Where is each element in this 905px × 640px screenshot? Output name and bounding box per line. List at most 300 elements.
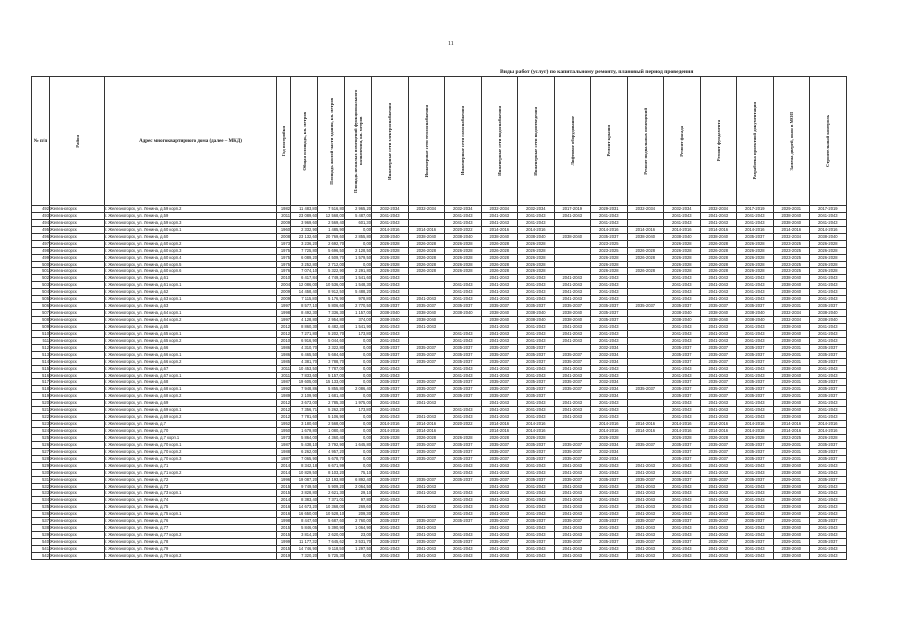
living-area-cell: 1 485,90: [318, 226, 345, 233]
work-period-cell: 2026-2028: [372, 254, 409, 261]
nonliving-area-cell: 0,00: [345, 261, 372, 268]
year-cell: 2016: [277, 504, 291, 511]
work-period-cell: 2038-2040: [664, 310, 701, 317]
work-period-cell: [627, 393, 664, 400]
work-period-cell: 2041-2043: [372, 365, 409, 372]
table-row: [32, 539, 847, 546]
header-work-6: [591, 77, 628, 206]
work-period-cell: 2035-2037: [700, 441, 737, 448]
row-number: 523: [32, 421, 50, 428]
work-period-cell: 2035-2037: [737, 539, 774, 546]
work-period-cell: 2035-2037: [481, 441, 518, 448]
work-period-cell: 2041-2043: [554, 323, 591, 330]
work-period-cell: 2041-2043: [408, 483, 445, 490]
row-number: 492: [32, 206, 50, 213]
row-number: 494: [32, 219, 50, 226]
district-cell: Железногорск: [50, 282, 105, 289]
row-number: 527: [32, 448, 50, 455]
work-period-cell: 2035-2037: [591, 303, 628, 310]
work-period-cell: 2041-2043: [518, 414, 555, 421]
work-period-cell: 2041-2043: [737, 219, 774, 226]
district-cell: Железногорск: [50, 518, 105, 525]
work-period-cell: 2041-2043: [372, 504, 409, 511]
work-period-cell: 2041-2043: [664, 282, 701, 289]
work-period-cell: 2041-2043: [810, 462, 847, 469]
work-period-cell: 2026-2028: [518, 247, 555, 254]
work-period-cell: 2038-2040: [773, 483, 810, 490]
address-cell: г. Железногорск, ул. Ленина, д.71: [105, 462, 277, 469]
work-period-cell: 2041-2043: [664, 552, 701, 559]
row-number: 508: [32, 317, 50, 324]
work-period-cell: 2035-2037: [372, 344, 409, 351]
page-number: 11: [448, 41, 454, 47]
living-area-cell: 3 788,70: [318, 358, 345, 365]
work-period-cell: 2041-2043: [445, 469, 482, 476]
work-period-cell: 2041-2043: [591, 462, 628, 469]
work-period-cell: 2041-2043: [518, 407, 555, 414]
work-period-cell: 2041-2043: [737, 469, 774, 476]
work-period-cell: 2041-2043: [627, 532, 664, 539]
work-period-cell: 2041-2043: [481, 483, 518, 490]
nonliving-area-cell: 0,00: [345, 226, 372, 233]
header-work-5: [554, 77, 591, 206]
work-period-cell: [554, 247, 591, 254]
header-living-area: [318, 77, 345, 206]
nonliving-area-cell: 2 855,80: [345, 233, 372, 240]
table-row: [32, 282, 847, 289]
living-area-cell: 4 360,40: [318, 434, 345, 441]
work-period-cell: 2032-2034: [591, 441, 628, 448]
total-area-cell: 11 483,80: [291, 206, 318, 213]
work-period-cell: 2041-2043: [445, 289, 482, 296]
work-period-cell: 2041-2043: [445, 337, 482, 344]
work-period-cell: 2035-2037: [554, 386, 591, 393]
district-cell: Железногорск: [50, 212, 105, 219]
work-period-cell: [445, 317, 482, 324]
address-cell: г. Железногорск, ул. Ленина, д.60 корп.3: [105, 247, 277, 254]
living-area-cell: 2 712,00: [318, 261, 345, 268]
work-period-cell: 2041-2043: [664, 400, 701, 407]
work-period-cell: 2041-2043: [518, 490, 555, 497]
work-period-cell: 2041-2043: [664, 414, 701, 421]
work-period-cell: 2041-2043: [408, 400, 445, 407]
district-cell: Железногорск: [50, 497, 105, 504]
total-area-cell: 7 781,60: [291, 414, 318, 421]
work-period-cell: 2035-2037: [554, 379, 591, 386]
work-period-cell: 2041-2043: [664, 490, 701, 497]
work-period-cell: 2041-2043: [700, 407, 737, 414]
work-period-cell: 2041-2043: [810, 490, 847, 497]
living-area-cell: 5 855,80: [318, 386, 345, 393]
work-period-cell: 2035-2037: [372, 303, 409, 310]
work-period-cell: 2035-2037: [810, 448, 847, 455]
address-cell: г. Железногорск, ул. Ленина, д.79 корп.2: [105, 552, 277, 559]
year-cell: 2016: [277, 511, 291, 518]
work-period-cell: [554, 434, 591, 441]
work-period-cell: 2041-2043: [700, 212, 737, 219]
work-period-cell: 2041-2043: [372, 372, 409, 379]
table-row: [32, 518, 847, 525]
year-cell: 2014: [277, 469, 291, 476]
work-period-cell: 2035-2037: [810, 303, 847, 310]
work-period-cell: 2029-2031: [773, 476, 810, 483]
work-period-cell: 2041-2043: [445, 532, 482, 539]
year-cell: 1986: [277, 351, 291, 358]
nonliving-area-cell: 0,00: [345, 344, 372, 351]
living-area-cell: 2 620,00: [318, 532, 345, 539]
district-cell: Железногорск: [50, 525, 105, 532]
living-area-cell: 6 482,40: [318, 323, 345, 330]
row-number: 499: [32, 254, 50, 261]
work-period-cell: 2041-2043: [737, 497, 774, 504]
work-period-cell: 2029-2031: [773, 358, 810, 365]
district-cell: Железногорск: [50, 462, 105, 469]
work-period-cell: 2035-2037: [737, 476, 774, 483]
work-period-cell: 2035-2037: [372, 448, 409, 455]
work-period-cell: 2038-2040: [554, 233, 591, 240]
works-section-title: Виды работ (услуг) по капитальному ремонту, плановый период проведения: [500, 69, 694, 75]
work-period-cell: 2038-2040: [554, 310, 591, 317]
district-cell: Железногорск: [50, 400, 105, 407]
work-period-cell: 2041-2043: [591, 282, 628, 289]
work-period-cell: [408, 462, 445, 469]
work-period-cell: 2041-2043: [445, 407, 482, 414]
work-period-cell: 2035-2037: [408, 303, 445, 310]
district-cell: Железногорск: [50, 393, 105, 400]
nonliving-area-cell: 5 487,00: [345, 212, 372, 219]
work-period-cell: [627, 275, 664, 282]
work-period-cell: [627, 365, 664, 372]
work-period-cell: 2035-2037: [445, 448, 482, 455]
total-area-cell: 8 383,40: [291, 497, 318, 504]
work-period-cell: 2041-2043: [372, 511, 409, 518]
work-period-cell: 2014-2016: [481, 226, 518, 233]
work-period-cell: 2014-2016: [518, 428, 555, 435]
work-period-cell: 2014-2016: [810, 428, 847, 435]
work-period-cell: 2014-2016: [664, 428, 701, 435]
work-period-cell: 2032-2034: [773, 233, 810, 240]
work-period-cell: [408, 289, 445, 296]
header-work-7: [627, 77, 664, 206]
work-period-cell: 2041-2043: [664, 525, 701, 532]
work-period-cell: 2035-2037: [810, 518, 847, 525]
work-period-cell: 2041-2043: [700, 490, 737, 497]
row-number: 501: [32, 268, 50, 275]
work-period-cell: 2026-2028: [372, 268, 409, 275]
address-cell: г. Железногорск, ул. Ленина, д.65 корп.2: [105, 337, 277, 344]
work-period-cell: [627, 330, 664, 337]
work-period-cell: 2041-2043: [737, 337, 774, 344]
nonliving-area-cell: 173,80: [345, 407, 372, 414]
living-area-cell: 2 785,30: [318, 400, 345, 407]
work-period-cell: 2041-2043: [408, 296, 445, 303]
work-period-cell: 2041-2043: [408, 490, 445, 497]
work-period-cell: 2041-2043: [518, 337, 555, 344]
total-area-cell: 3 236,20: [291, 240, 318, 247]
work-period-cell: 2035-2037: [481, 448, 518, 455]
work-period-cell: 2026-2028: [664, 240, 701, 247]
work-period-cell: [445, 400, 482, 407]
work-period-cell: 2029-2031: [773, 303, 810, 310]
address-cell: г. Железногорск, ул. Ленина, д.68 корп.1: [105, 386, 277, 393]
address-cell: г. Железногорск, ул. Ленина, д.66 корп.1: [105, 351, 277, 358]
work-period-cell: 2041-2043: [700, 552, 737, 559]
year-cell: 1992: [277, 386, 291, 393]
district-cell: Железногорск: [50, 317, 105, 324]
row-number: 502: [32, 275, 50, 282]
work-period-cell: 2035-2037: [372, 476, 409, 483]
work-period-cell: 2041-2043: [554, 469, 591, 476]
work-period-cell: 2026-2028: [445, 254, 482, 261]
work-period-cell: 2020-2022: [445, 226, 482, 233]
table-row: [32, 240, 847, 247]
work-period-cell: 2041-2043: [445, 414, 482, 421]
work-period-cell: [554, 268, 591, 275]
work-period-cell: 2026-2028: [481, 434, 518, 441]
total-area-cell: 14 746,90: [291, 545, 318, 552]
work-period-cell: 2038-2040: [773, 462, 810, 469]
work-period-cell: 2032-2034: [445, 206, 482, 213]
work-period-cell: 2041-2043: [372, 552, 409, 559]
work-period-cell: 2032-2034: [481, 206, 518, 213]
row-number: 504: [32, 289, 50, 296]
work-period-cell: 2026-2028: [372, 261, 409, 268]
district-cell: Железногорск: [50, 386, 105, 393]
nonliving-area-cell: 0,00: [345, 455, 372, 462]
nonliving-area-cell: 269,60: [345, 504, 372, 511]
table-row: [32, 448, 847, 455]
work-period-cell: 2041-2043: [810, 400, 847, 407]
work-period-cell: 2041-2043: [737, 504, 774, 511]
work-period-cell: 2041-2043: [481, 296, 518, 303]
work-period-cell: 2041-2043: [408, 504, 445, 511]
work-period-cell: 2041-2043: [700, 282, 737, 289]
work-period-cell: 2026-2028: [445, 261, 482, 268]
work-period-cell: 2026-2028: [810, 254, 847, 261]
work-period-cell: 2041-2043: [554, 275, 591, 282]
work-period-cell: 2035-2037: [810, 476, 847, 483]
year-cell: 2012: [277, 407, 291, 414]
living-area-cell: 2 621,30: [318, 490, 345, 497]
work-period-cell: 2038-2040: [773, 289, 810, 296]
work-period-cell: 2041-2043: [481, 552, 518, 559]
work-period-cell: 2041-2043: [518, 282, 555, 289]
work-period-cell: 2035-2037: [737, 518, 774, 525]
work-period-cell: 2014-2016: [591, 428, 628, 435]
work-period-cell: 2041-2043: [518, 330, 555, 337]
work-period-cell: 2038-2040: [737, 317, 774, 324]
table-row: [32, 476, 847, 483]
work-period-cell: 2038-2040: [773, 525, 810, 532]
work-period-cell: 2041-2043: [445, 490, 482, 497]
address-cell: г. Железногорск, ул. Ленина, д.60 корп.6: [105, 268, 277, 275]
work-period-cell: 2035-2037: [700, 476, 737, 483]
work-period-cell: 2041-2043: [700, 483, 737, 490]
header-work-label: Ремонт фундамента: [715, 120, 721, 162]
row-number: 537: [32, 518, 50, 525]
work-period-cell: 2038-2040: [445, 233, 482, 240]
district-cell: Железногорск: [50, 219, 105, 226]
work-period-cell: 2041-2043: [810, 525, 847, 532]
work-period-cell: [408, 407, 445, 414]
work-period-cell: 2035-2037: [810, 441, 847, 448]
nonliving-area-cell: 0,00: [345, 448, 372, 455]
work-period-cell: 2035-2037: [518, 455, 555, 462]
row-number: 497: [32, 240, 50, 247]
work-period-cell: 2035-2037: [737, 344, 774, 351]
address-cell: г. Железногорск, ул. Ленина, д.60 корп.4: [105, 254, 277, 261]
table-row: [32, 497, 847, 504]
living-area-cell: 15 133,00: [318, 379, 345, 386]
work-period-cell: 2026-2028: [372, 240, 409, 247]
work-period-cell: 2035-2037: [591, 539, 628, 546]
work-period-cell: 2041-2043: [591, 212, 628, 219]
total-area-cell: 5 438,10: [291, 441, 318, 448]
work-period-cell: 2035-2037: [700, 303, 737, 310]
work-period-cell: 2026-2028: [481, 240, 518, 247]
work-period-cell: 2041-2043: [372, 289, 409, 296]
header-work-label: Инженерные сети водоотведения: [533, 106, 539, 176]
header-work-label: Инженерные сети теплоснабжения: [423, 104, 429, 178]
year-cell: 1989: [277, 393, 291, 400]
living-area-cell: 5 725,30: [318, 552, 345, 559]
living-area-cell: 12 193,80: [318, 476, 345, 483]
year-cell: 1999: [277, 539, 291, 546]
work-period-cell: 2026-2028: [664, 254, 701, 261]
work-period-cell: 2014-2016: [408, 421, 445, 428]
work-period-cell: 2035-2037: [554, 539, 591, 546]
district-cell: Железногорск: [50, 330, 105, 337]
table-row: [32, 212, 847, 219]
year-cell: 2011: [277, 372, 291, 379]
work-period-cell: 2041-2043: [591, 490, 628, 497]
living-area-cell: 5 106,90: [318, 414, 345, 421]
work-period-cell: 2041-2043: [408, 414, 445, 421]
work-period-cell: 2041-2043: [554, 282, 591, 289]
work-period-cell: 2041-2043: [664, 372, 701, 379]
work-period-cell: 2035-2037: [700, 455, 737, 462]
work-period-cell: 2041-2043: [737, 532, 774, 539]
living-area-cell: 7 787,00: [318, 365, 345, 372]
work-period-cell: 2041-2043: [445, 296, 482, 303]
work-period-cell: 2023-2025: [773, 268, 810, 275]
total-area-cell: 8 577,10: [291, 303, 318, 310]
row-number: 503: [32, 282, 50, 289]
total-area-cell: 6 089,20: [291, 254, 318, 261]
work-period-cell: 2041-2043: [518, 219, 555, 226]
work-period-cell: 2038-2040: [372, 317, 409, 324]
work-period-cell: 2026-2028: [700, 261, 737, 268]
work-period-cell: 2029-2031: [591, 206, 628, 213]
work-period-cell: 2035-2037: [627, 539, 664, 546]
work-period-cell: 2035-2037: [481, 455, 518, 462]
address-cell: г. Железногорск, ул. Ленина, д.67: [105, 365, 277, 372]
work-period-cell: 2035-2037: [664, 379, 701, 386]
work-period-cell: 2041-2043: [554, 365, 591, 372]
nonliving-area-cell: 5 488,20: [345, 289, 372, 296]
district-cell: Железногорск: [50, 532, 105, 539]
nonliving-area-cell: 2 064,50: [345, 483, 372, 490]
header-work-0: [372, 77, 409, 206]
total-area-cell: 7 948,86: [291, 386, 318, 393]
district-cell: Железногорск: [50, 323, 105, 330]
work-period-cell: 2029-2031: [773, 441, 810, 448]
work-period-cell: 2041-2043: [664, 469, 701, 476]
work-period-cell: 2041-2043: [518, 462, 555, 469]
work-period-cell: 2041-2043: [554, 337, 591, 344]
work-period-cell: 2014-2016: [591, 226, 628, 233]
work-period-cell: 2035-2037: [810, 386, 847, 393]
address-cell: г. Железногорск, ул. Ленина, д.59 корп.2: [105, 206, 277, 213]
work-period-cell: 2041-2043: [554, 407, 591, 414]
year-cell: 2014: [277, 462, 291, 469]
work-period-cell: 2026-2028: [591, 268, 628, 275]
work-period-cell: 2038-2040: [773, 545, 810, 552]
work-period-cell: 2035-2037: [737, 379, 774, 386]
work-period-cell: [627, 337, 664, 344]
living-area-cell: 4 957,20: [318, 448, 345, 455]
work-period-cell: 2041-2043: [810, 219, 847, 226]
work-period-cell: 2041-2043: [627, 525, 664, 532]
work-period-cell: 2035-2037: [518, 344, 555, 351]
year-cell: 2011: [277, 365, 291, 372]
year-cell: 2004: [277, 282, 291, 289]
work-period-cell: [445, 275, 482, 282]
total-area-cell: 3 828,80: [291, 490, 318, 497]
work-period-cell: 2035-2037: [591, 310, 628, 317]
table-row: [32, 455, 847, 462]
work-period-cell: 2041-2043: [372, 219, 409, 226]
work-period-cell: 2038-2040: [372, 310, 409, 317]
work-period-cell: 2041-2043: [700, 497, 737, 504]
work-period-cell: 2032-2034: [627, 206, 664, 213]
row-number: 540: [32, 539, 50, 546]
district-cell: Железногорск: [50, 365, 105, 372]
total-area-cell: 5 864,00: [291, 434, 318, 441]
work-period-cell: 2041-2043: [372, 212, 409, 219]
address-cell: г. Железногорск, ул. Ленина, д.7: [105, 421, 277, 428]
work-period-cell: 2035-2037: [518, 351, 555, 358]
work-period-cell: [627, 434, 664, 441]
work-period-cell: 2041-2043: [627, 504, 664, 511]
living-area-cell: 5 176,90: [318, 296, 345, 303]
work-period-cell: [408, 497, 445, 504]
work-period-cell: 2041-2043: [737, 483, 774, 490]
address-cell: г. Железногорск, ул. Ленина, д.74: [105, 497, 277, 504]
row-number: 535: [32, 504, 50, 511]
work-period-cell: 2026-2028: [445, 247, 482, 254]
work-period-cell: 2041-2043: [481, 282, 518, 289]
work-period-cell: 2041-2043: [591, 365, 628, 372]
total-area-cell: 7 065,90: [291, 455, 318, 462]
header-living-area-label: Площадь жилой части здания, кв. метров: [328, 97, 334, 185]
row-number: 533: [32, 490, 50, 497]
address-cell: г. Железногорск, ул. Ленина, д.64 корп.1: [105, 310, 277, 317]
address-cell: г. Железногорск, ул. Ленина, д.70: [105, 428, 277, 435]
work-period-cell: 2041-2043: [481, 212, 518, 219]
nonliving-area-cell: 2 760,00: [345, 518, 372, 525]
table-row: [32, 552, 847, 559]
work-period-cell: 2041-2043: [591, 337, 628, 344]
work-period-cell: 2035-2037: [554, 455, 591, 462]
year-cell: 1988: [277, 448, 291, 455]
work-period-cell: 2041-2043: [664, 275, 701, 282]
address-cell: г. Железногорск, ул. Ленина, д.60 корп.5: [105, 261, 277, 268]
table-row: [32, 462, 847, 469]
work-period-cell: 2038-2040: [481, 310, 518, 317]
address-cell: г. Железногорск, ул. Ленина, д.75: [105, 504, 277, 511]
work-period-cell: 2035-2037: [664, 358, 701, 365]
